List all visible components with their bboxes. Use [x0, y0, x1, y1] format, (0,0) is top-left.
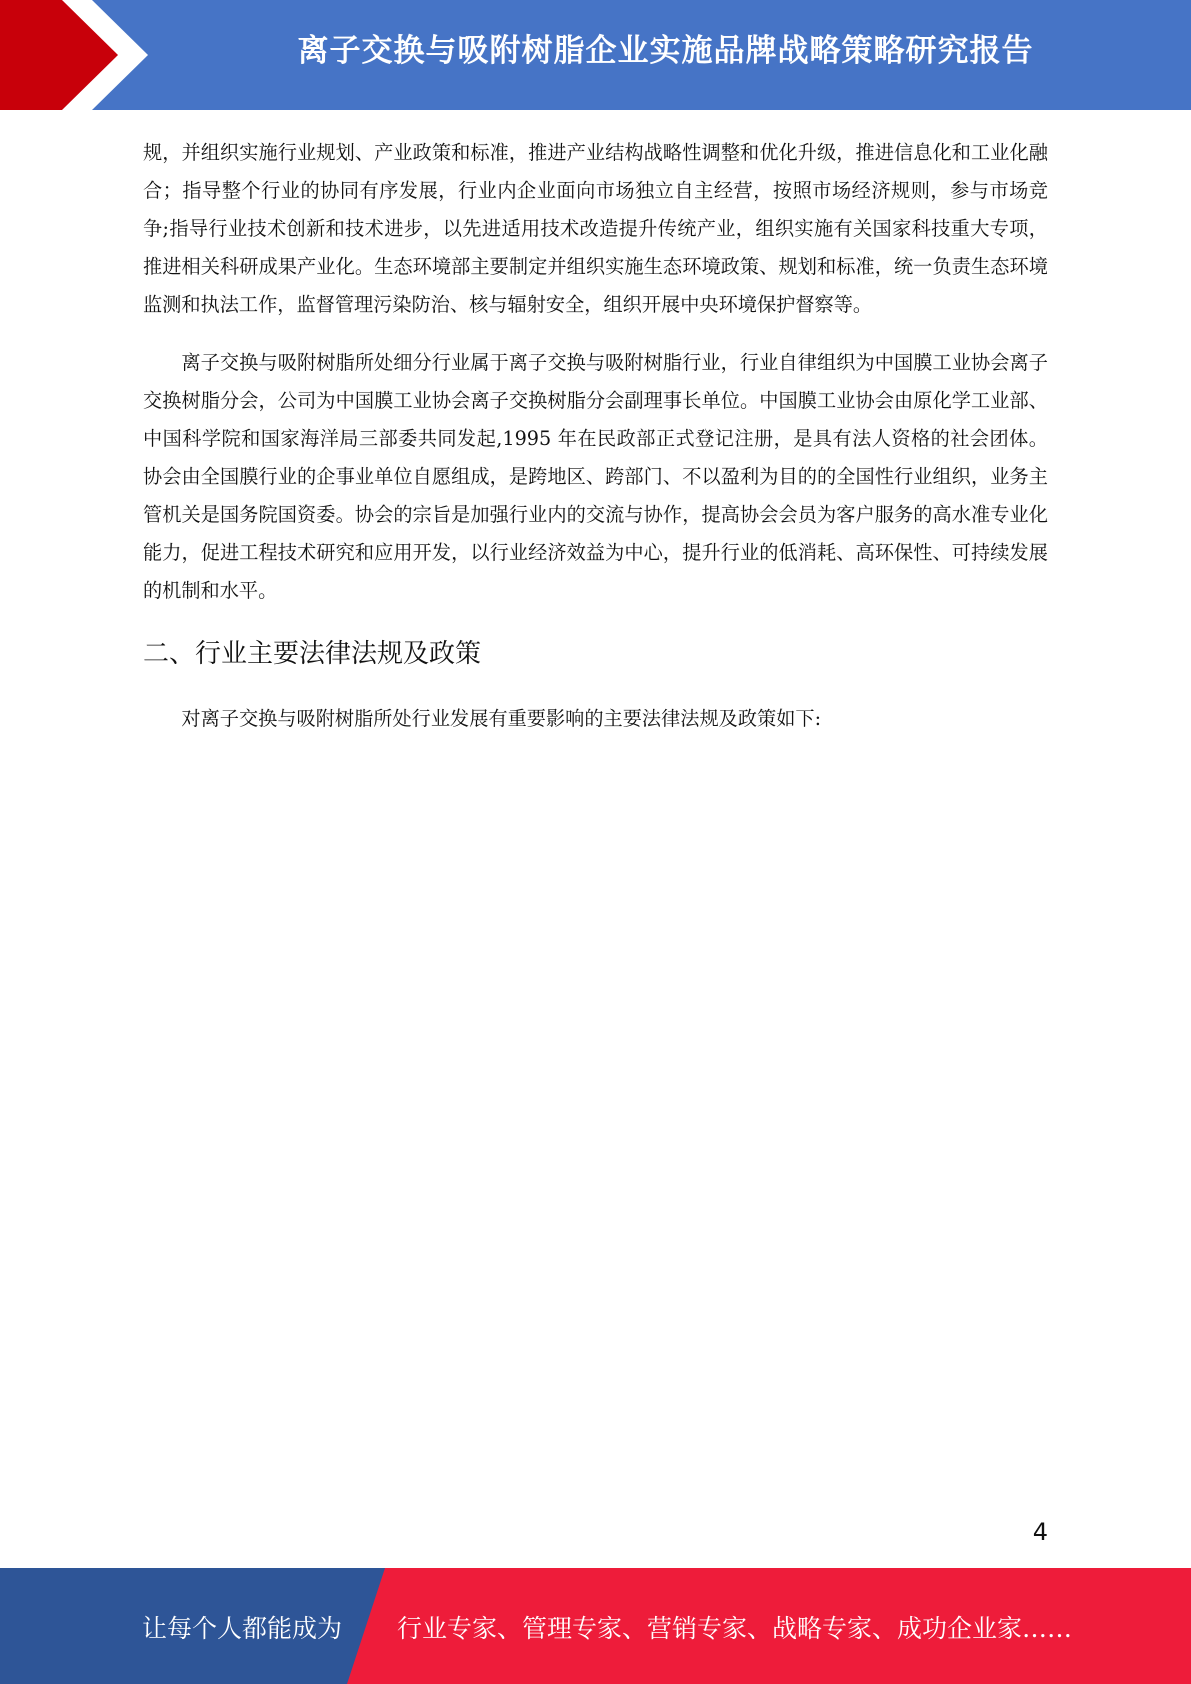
- page-number: 4: [1032, 1518, 1048, 1546]
- paragraph-industry-association: 离子交换与吸附树脂所处细分行业属于离子交换与吸附树脂行业，行业自律组织为中国膜工业协会离子交换树脂分会，公司为中国膜工业协会离子交换树脂分会副理事长单位。中国膜工业协会由原化学工业部、中国科学院和国家海洋局三部委共同发起,1995 年在民政部正式登记注册，是具有法人资格的社会团体。协会由全国膜行业的企事业单位自愿组成，是跨地区、跨部门、不以盈利为目的的全国性行业组织，业务主管机关是国务院国资委。协会的宗旨是加强行业内的交流与协作，提高协会会员为客户服务的高水准专业化能力，促进工程技术研究和应用开发，以行业经济效益为中心，提升行业的低消耗、高环保性、可持续发展的机制和水平。: [143, 351, 1048, 602]
- section-heading: 二、行业主要法律法规及政策: [143, 639, 482, 669]
- footer-slogan-left: 让每个人都能成为: [142, 1614, 343, 1643]
- footer-slogan-right: 行业专家、管理专家、营销专家、战略专家、成功企业家……: [397, 1614, 1073, 1643]
- report-title: 离子交换与吸附树脂企业实施品牌战略策略研究报告: [297, 33, 1034, 69]
- page-header: [0, 0, 1191, 110]
- header-red-chevron-icon: [0, 0, 160, 110]
- document-body: [143, 134, 1048, 738]
- paragraph-regulators: 规，并组织实施行业规划、产业政策和标准，推进产业结构战略性调整和优化升级，推进信息化和工业化融合；指导整个行业的协同有序发展，行业内企业面向市场独立自主经营，按照市场经济规则，参与市场竞争;指导行业技术创新和技术进步，以先进适用技术改造提升传统产业，组织实施有关国家科技重大专项，推进相关科研成果产业化。生态环境部主要制定并组织实施生态环境政策、规划和标准，统一负责生态环境监测和执法工作，监督管理污染防治、核与辐射安全，组织开展中央环境保护督察等。: [143, 141, 1048, 316]
- page-footer: [0, 1568, 1191, 1684]
- paragraph-laws-intro: 对离子交换与吸附树脂所处行业发展有重要影响的主要法律法规及政策如下:: [181, 707, 822, 730]
